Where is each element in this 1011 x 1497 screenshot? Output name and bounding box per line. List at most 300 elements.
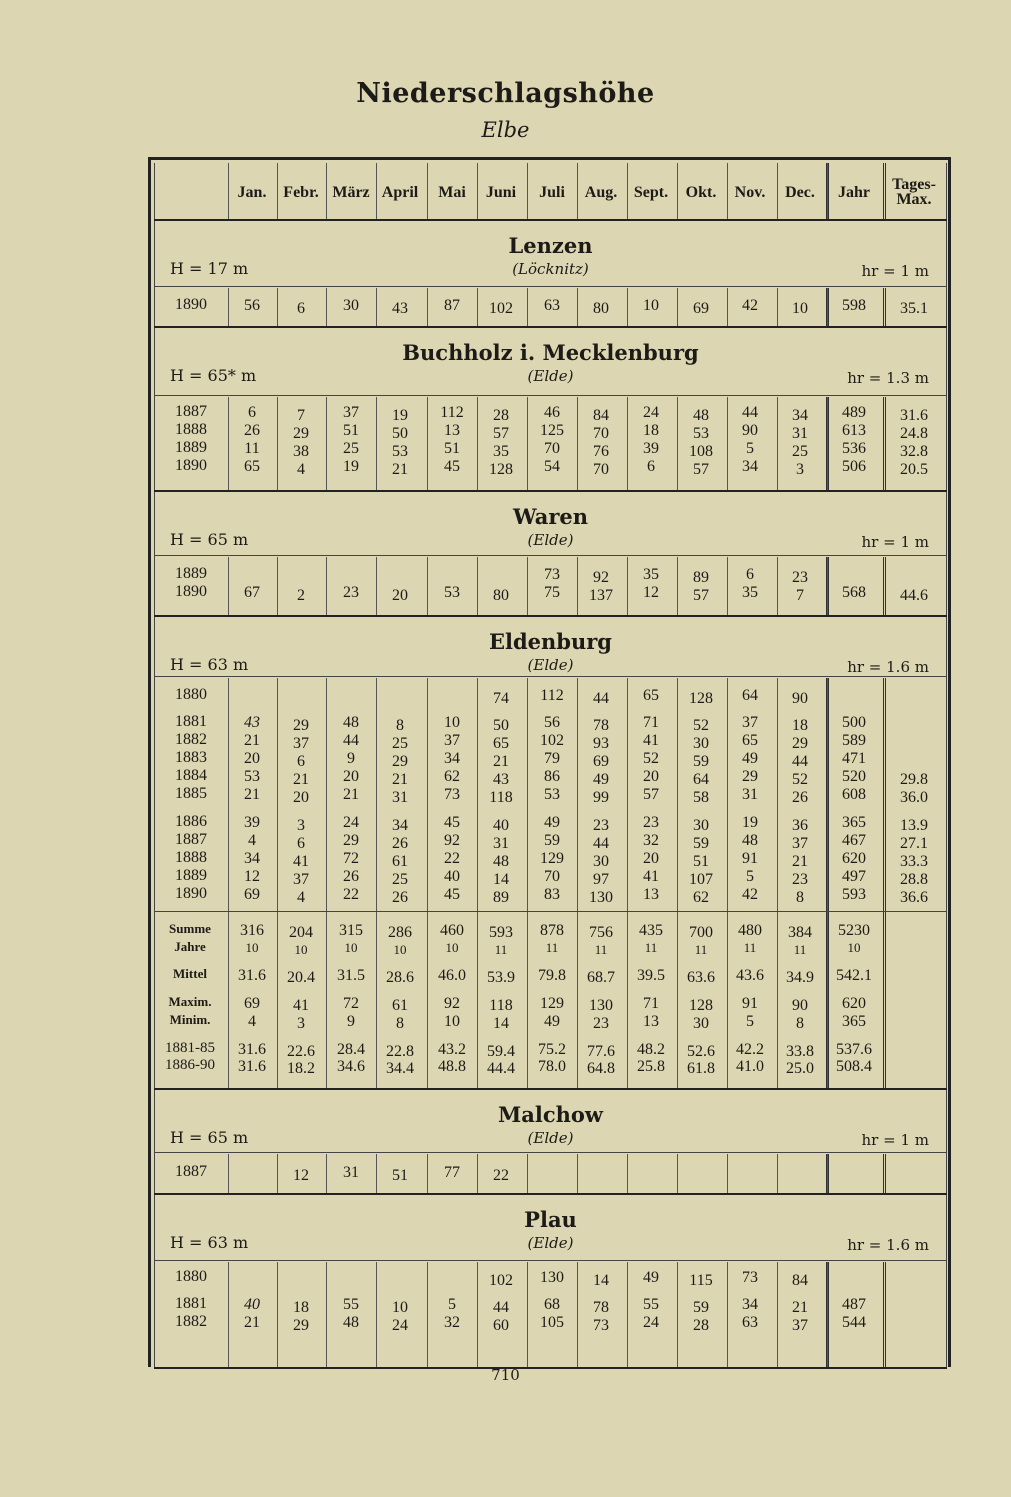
value-cell: 89 [693, 569, 709, 586]
value-cell: 27.1 [900, 835, 928, 852]
stat-cell: 63.6 [687, 969, 715, 986]
column-divider [727, 1154, 728, 1193]
value-cell: 26 [392, 835, 408, 852]
value-cell: 30 [343, 297, 359, 314]
section-bottom-rule [154, 1088, 947, 1090]
value-cell: 129 [540, 850, 564, 867]
row-year: 1883 [175, 749, 207, 766]
value-cell: 31 [792, 425, 808, 442]
stat-cell: 286 [388, 924, 412, 941]
value-cell: 11 [244, 440, 260, 457]
value-cell: 31 [742, 786, 758, 803]
value-cell: 49 [593, 771, 609, 788]
column-header: Jahr [838, 183, 870, 201]
value-cell: 29 [293, 425, 309, 442]
value-cell: 128 [489, 461, 513, 478]
value-cell: 20.5 [900, 461, 928, 478]
value-cell: 44 [792, 753, 808, 770]
stat-cell: 79.8 [538, 967, 566, 984]
stat-cell: 90 [792, 997, 808, 1014]
stat-cell: 61.8 [687, 1060, 715, 1077]
value-cell: 21 [244, 786, 260, 803]
value-cell: 53 [444, 584, 460, 601]
value-cell: 118 [489, 789, 513, 806]
value-cell: 6 [297, 835, 305, 852]
column-double-divider [826, 678, 829, 1088]
column-header: Juli [539, 183, 565, 201]
station-elevation: H = 65* m [170, 366, 257, 385]
value-cell: 91 [742, 850, 758, 867]
value-cell: 29 [392, 753, 408, 770]
value-cell: 73 [544, 566, 560, 583]
value-cell: 52 [643, 750, 659, 767]
value-cell: 34 [444, 750, 460, 767]
row-year: 1885 [175, 785, 207, 802]
stat-cell: 4 [248, 1013, 256, 1030]
stat-cell: 315 [339, 922, 363, 939]
value-cell: 112 [540, 687, 564, 704]
value-cell: 22 [343, 886, 359, 903]
value-cell: 26 [343, 868, 359, 885]
row-year: 1886 [175, 813, 207, 830]
station-river: (Elde) [527, 367, 574, 385]
column-divider [427, 163, 428, 219]
stat-cell: 5230 [838, 922, 870, 939]
stat-cell: 52.6 [687, 1043, 715, 1060]
value-cell: 21 [244, 1314, 260, 1331]
stat-cell: 435 [639, 922, 663, 939]
value-cell: 25 [392, 735, 408, 752]
column-double-divider [826, 557, 829, 615]
value-cell: 22 [493, 1167, 509, 1184]
stat-cell: 34.6 [337, 1058, 365, 1075]
station-gauge-height: hr = 1 m [861, 262, 929, 280]
value-cell: 137 [589, 587, 613, 604]
value-cell: 21 [792, 1299, 808, 1316]
stat-cell: 31.6 [238, 967, 266, 984]
value-cell: 8 [396, 717, 404, 734]
value-cell: 35.1 [900, 300, 928, 317]
value-cell: 37 [444, 732, 460, 749]
value-cell: 80 [593, 300, 609, 317]
value-cell: 37 [343, 404, 359, 421]
value-cell: 64 [742, 687, 758, 704]
value-cell: 36 [792, 817, 808, 834]
value-cell: 23 [643, 814, 659, 831]
column-divider [277, 163, 278, 219]
value-cell: 35 [643, 566, 659, 583]
value-cell: 544 [842, 1314, 866, 1331]
row-year: 1890 [175, 457, 207, 474]
station-name: Waren [512, 504, 589, 529]
value-cell: 58 [693, 789, 709, 806]
value-cell: 9 [347, 750, 355, 767]
stat-cell: 91 [742, 995, 758, 1012]
value-cell: 21 [244, 732, 260, 749]
stat-cell: 33.8 [786, 1043, 814, 1060]
value-cell: 130 [540, 1269, 564, 1286]
value-cell: 51 [693, 853, 709, 870]
stat-cell: 878 [540, 922, 564, 939]
value-cell: 31 [392, 789, 408, 806]
value-cell: 69 [693, 300, 709, 317]
station-gauge-height: hr = 1.6 m [847, 1236, 929, 1254]
row-year: 1889 [175, 565, 207, 582]
station-elevation: H = 63 m [170, 1233, 249, 1252]
stat-cell: 20.4 [287, 969, 315, 986]
row-year: 1888 [175, 421, 207, 438]
value-cell: 500 [842, 714, 866, 731]
value-cell: 60 [493, 1317, 509, 1334]
value-cell: 92 [444, 832, 460, 849]
stat-cell: 3 [297, 1015, 305, 1032]
value-cell: 115 [689, 1272, 713, 1289]
value-cell: 102 [489, 300, 513, 317]
value-cell: 125 [540, 422, 564, 439]
value-cell: 19 [742, 814, 758, 831]
value-cell: 51 [444, 440, 460, 457]
value-cell: 62 [444, 768, 460, 785]
stat-cell: 11 [644, 940, 658, 955]
value-cell: 18 [293, 1299, 309, 1316]
stat-cell: 23 [593, 1015, 609, 1032]
station-river: (Elde) [527, 656, 574, 674]
value-cell: 50 [493, 717, 509, 734]
value-cell: 19 [343, 458, 359, 475]
page-number: 710 [491, 1366, 520, 1384]
value-cell: 78 [593, 1299, 609, 1316]
value-cell: 32 [643, 832, 659, 849]
value-cell: 78 [593, 717, 609, 734]
value-cell: 20 [392, 587, 408, 604]
value-cell: 59 [693, 835, 709, 852]
station-river: (Elde) [527, 531, 574, 549]
value-cell: 5 [448, 1296, 456, 1313]
stat-cell: 39.5 [637, 967, 665, 984]
stat-cell: 22.8 [386, 1043, 414, 1060]
stat-label: Maxim. [168, 994, 212, 1009]
value-cell: 86 [544, 768, 560, 785]
stat-cell: 480 [738, 922, 762, 939]
section-bottom-rule [154, 615, 947, 617]
value-cell: 31 [343, 1164, 359, 1181]
column-divider [577, 1154, 578, 1193]
value-cell: 613 [842, 422, 866, 439]
value-cell: 105 [540, 1314, 564, 1331]
stat-cell: 10 [444, 1013, 460, 1030]
section-header-rule [154, 286, 947, 287]
column-double-divider [883, 397, 886, 490]
value-cell: 25 [343, 440, 359, 457]
value-cell: 65 [742, 732, 758, 749]
column-divider [677, 163, 678, 219]
value-cell: 536 [842, 440, 866, 457]
value-cell: 77 [444, 1164, 460, 1181]
value-cell: 45 [444, 458, 460, 475]
value-cell: 471 [842, 750, 866, 767]
stat-cell: 14 [493, 1015, 509, 1032]
value-cell: 3 [297, 817, 305, 834]
station-river: (Elde) [527, 1234, 574, 1252]
value-cell: 22 [444, 850, 460, 867]
column-double-divider [826, 397, 829, 490]
value-cell: 506 [842, 458, 866, 475]
value-cell: 31 [493, 835, 509, 852]
row-year: 1882 [175, 731, 207, 748]
stat-cell: 11 [594, 942, 608, 957]
value-cell: 45 [444, 814, 460, 831]
value-cell: 39 [643, 440, 659, 457]
value-cell: 90 [792, 690, 808, 707]
stat-cell: 31.6 [238, 1041, 266, 1058]
value-cell: 21 [392, 771, 408, 788]
station-gauge-height: hr = 1.3 m [847, 369, 929, 387]
column-divider [727, 163, 728, 219]
column-double-divider [883, 678, 886, 1088]
value-cell: 45 [444, 886, 460, 903]
value-cell: 44 [493, 1299, 509, 1316]
stat-cell: 11 [793, 942, 807, 957]
value-cell: 10 [792, 300, 808, 317]
value-cell: 35 [493, 443, 509, 460]
stat-cell: 34.9 [786, 969, 814, 986]
value-cell: 72 [343, 850, 359, 867]
column-header: Aug. [584, 183, 618, 201]
value-cell: 92 [593, 569, 609, 586]
value-cell: 467 [842, 832, 866, 849]
stat-cell: 44.4 [487, 1060, 515, 1077]
value-cell: 23 [343, 584, 359, 601]
value-cell: 36.0 [900, 789, 928, 806]
row-year: 1881 [175, 713, 207, 730]
value-cell: 29 [293, 717, 309, 734]
value-cell: 36.6 [900, 889, 928, 906]
value-cell: 33.3 [900, 853, 928, 870]
stat-cell: 78.0 [538, 1058, 566, 1075]
row-year: 1890 [175, 885, 207, 902]
value-cell: 73 [742, 1269, 758, 1286]
value-cell: 59 [693, 753, 709, 770]
value-cell: 24 [643, 1314, 659, 1331]
value-cell: 7 [796, 587, 804, 604]
row-year: 1890 [175, 583, 207, 600]
value-cell: 52 [693, 717, 709, 734]
value-cell: 80 [493, 587, 509, 604]
stat-cell: 13 [643, 1013, 659, 1030]
stat-cell: 49 [544, 1013, 560, 1030]
value-cell: 40 [244, 1296, 260, 1313]
value-cell: 4 [297, 461, 305, 478]
value-cell: 21 [493, 753, 509, 770]
value-cell: 44 [343, 732, 359, 749]
value-cell: 20 [643, 850, 659, 867]
value-cell: 10 [444, 714, 460, 731]
stats-separator [154, 911, 947, 912]
stat-cell: 41 [293, 997, 309, 1014]
stat-cell: 128 [689, 997, 713, 1014]
value-cell: 49 [544, 814, 560, 831]
value-cell: 29 [792, 735, 808, 752]
column-divider [228, 1154, 229, 1193]
stat-cell: 118 [489, 997, 513, 1014]
stat-cell: 10 [294, 942, 308, 957]
value-cell: 28 [493, 407, 509, 424]
value-cell: 89 [493, 889, 509, 906]
value-cell: 14 [493, 871, 509, 888]
value-cell: 51 [343, 422, 359, 439]
stat-cell: 71 [643, 995, 659, 1012]
value-cell: 67 [244, 584, 260, 601]
value-cell: 32.8 [900, 443, 928, 460]
value-cell: 21 [792, 853, 808, 870]
row-year: 1882 [175, 1313, 207, 1330]
value-cell: 64 [693, 771, 709, 788]
value-cell: 30 [693, 735, 709, 752]
row-year: 1881 [175, 1295, 207, 1312]
station-elevation: H = 65 m [170, 1128, 249, 1147]
value-cell: 3 [796, 461, 804, 478]
stat-cell: 10 [393, 942, 407, 957]
stat-cell: 700 [689, 924, 713, 941]
row-year: 1887 [175, 831, 207, 848]
value-cell: 97 [593, 871, 609, 888]
stat-cell: 28.6 [386, 969, 414, 986]
stat-cell: 508.4 [836, 1058, 872, 1075]
stat-cell: 43.6 [736, 967, 764, 984]
stat-cell: 10 [445, 940, 459, 955]
column-double-divider [826, 1154, 829, 1193]
value-cell: 73 [444, 786, 460, 803]
column-divider [777, 1154, 778, 1193]
stat-cell: 31.5 [337, 967, 365, 984]
value-cell: 13 [444, 422, 460, 439]
value-cell: 23 [792, 871, 808, 888]
value-cell: 4 [297, 889, 305, 906]
header-bottom-rule [154, 219, 947, 221]
value-cell: 10 [392, 1299, 408, 1316]
station-river: (Elde) [527, 1129, 574, 1147]
value-cell: 6 [647, 458, 655, 475]
value-cell: 520 [842, 768, 866, 785]
column-header: Jan. [237, 183, 267, 201]
value-cell: 21 [293, 771, 309, 788]
stat-cell: 9 [347, 1013, 355, 1030]
value-cell: 56 [544, 714, 560, 731]
column-divider [326, 163, 327, 219]
stat-cell: 5 [746, 1013, 754, 1030]
value-cell: 70 [544, 440, 560, 457]
row-year: 1880 [175, 1268, 207, 1285]
column-double-divider [883, 557, 886, 615]
value-cell: 34 [742, 458, 758, 475]
value-cell: 69 [593, 753, 609, 770]
value-cell: 73 [593, 1317, 609, 1334]
value-cell: 26 [244, 422, 260, 439]
stat-cell: 593 [489, 924, 513, 941]
row-year: 1889 [175, 439, 207, 456]
stat-cell: 8 [796, 1015, 804, 1032]
value-cell: 53 [693, 425, 709, 442]
stat-label: Mittel [173, 966, 207, 981]
value-cell: 84 [792, 1272, 808, 1289]
stat-cell: 34.4 [386, 1060, 414, 1077]
value-cell: 99 [593, 789, 609, 806]
value-cell: 39 [244, 814, 260, 831]
value-cell: 6 [248, 404, 256, 421]
section-bottom-rule [154, 1193, 947, 1195]
stat-cell: 43.2 [438, 1041, 466, 1058]
stat-cell: 18.2 [287, 1060, 315, 1077]
stat-label: 1881-85 [165, 1040, 215, 1056]
value-cell: 108 [689, 443, 713, 460]
column-divider [477, 163, 478, 219]
stat-cell: 69 [244, 995, 260, 1012]
station-elevation: H = 65 m [170, 530, 249, 549]
value-cell: 48 [742, 832, 758, 849]
stat-cell: 64.8 [587, 1060, 615, 1077]
value-cell: 29 [293, 1317, 309, 1334]
value-cell: 29.8 [900, 771, 928, 788]
value-cell: 37 [293, 871, 309, 888]
stat-cell: 25.0 [786, 1060, 814, 1077]
stat-cell: 129 [540, 995, 564, 1012]
stat-cell: 11 [743, 940, 757, 955]
row-year: 1887 [175, 1163, 207, 1180]
value-cell: 57 [643, 786, 659, 803]
value-cell: 38 [293, 443, 309, 460]
stat-cell: 8 [396, 1015, 404, 1032]
value-cell: 65 [244, 458, 260, 475]
stat-label: Summe [169, 921, 211, 936]
stat-cell: 460 [440, 922, 464, 939]
value-cell: 589 [842, 732, 866, 749]
value-cell: 53 [392, 443, 408, 460]
value-cell: 13 [643, 886, 659, 903]
value-cell: 70 [593, 425, 609, 442]
value-cell: 28.8 [900, 871, 928, 888]
value-cell: 74 [493, 690, 509, 707]
value-cell: 57 [693, 587, 709, 604]
stat-cell: 42.2 [736, 1041, 764, 1058]
stat-cell: 92 [444, 995, 460, 1012]
column-double-divider [883, 163, 886, 219]
value-cell: 35 [742, 584, 758, 601]
value-cell: 5 [746, 440, 754, 457]
stat-cell: 22.6 [287, 1043, 315, 1060]
value-cell: 29 [742, 768, 758, 785]
value-cell: 24 [392, 1317, 408, 1334]
value-cell: 608 [842, 786, 866, 803]
value-cell: 37 [742, 714, 758, 731]
stat-cell: 316 [240, 922, 264, 939]
value-cell: 53 [244, 768, 260, 785]
stat-cell: 10 [344, 940, 358, 955]
stat-cell: 384 [788, 924, 812, 941]
value-cell: 90 [742, 422, 758, 439]
value-cell: 26 [392, 889, 408, 906]
row-year: 1880 [175, 686, 207, 703]
value-cell: 87 [444, 297, 460, 314]
value-cell: 40 [493, 817, 509, 834]
stat-cell: 31.6 [238, 1058, 266, 1075]
column-divider [527, 163, 528, 219]
row-year: 1890 [175, 296, 207, 313]
stat-cell: 61 [392, 997, 408, 1014]
stat-cell: 10 [245, 940, 259, 955]
station-gauge-height: hr = 1.6 m [847, 658, 929, 676]
value-cell: 12 [643, 584, 659, 601]
column-double-divider [883, 288, 886, 326]
